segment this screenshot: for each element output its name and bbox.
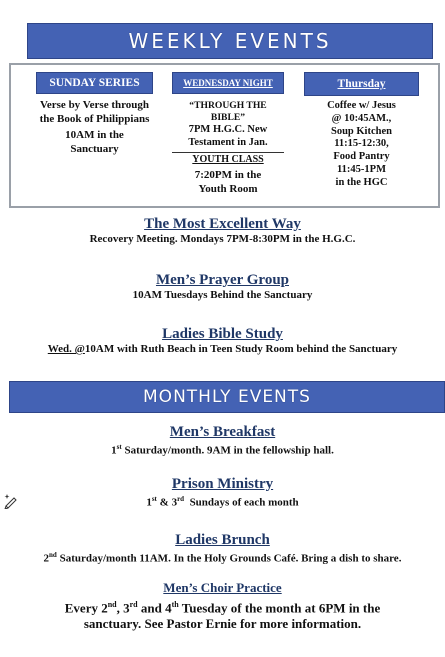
sunday-series-column (36, 72, 153, 156)
event-title: Men’s Choir Practice (163, 580, 282, 595)
event-description (0, 549, 445, 566)
event-title: Men’s Breakfast (169, 424, 276, 440)
ordinal-suffix: nd (107, 600, 117, 609)
event-ladies-brunch (0, 531, 445, 566)
monthly-events-banner: MONTHLY EVENTS (9, 381, 445, 413)
weekly-events-box (9, 63, 440, 208)
event-title: The Most Excellent Way (144, 216, 301, 232)
event-description-text: , 3 (116, 600, 130, 616)
ordinal-suffix: nd (49, 551, 57, 559)
ordinal-number: 1 (146, 496, 152, 509)
event-description-text: Tuesday of the month at 6PM in the sanctuary. See Pastor Ernie for more information. (83, 600, 381, 632)
event-description-text: Sundays of each month (184, 496, 299, 509)
event-ladies-bible-study (0, 325, 445, 356)
event-most-excellent-way (0, 215, 445, 246)
thursday-line: in the HGC (335, 176, 388, 188)
thursday-schedule (304, 100, 419, 190)
thursday-line: 11:15-12:30, (334, 138, 389, 150)
ordinal-suffix: th (171, 600, 179, 609)
sunday-series-header: SUNDAY SERIES (36, 72, 153, 94)
thursday-line: Coffee w/ Jesus (327, 100, 396, 111)
wednesday-night-column (172, 72, 284, 196)
youth-class-header: YOUTH CLASS (192, 154, 264, 165)
ordinal-suffix: rd (177, 495, 185, 503)
event-title: Ladies Brunch (175, 532, 270, 548)
event-title: Ladies Bible Study (162, 326, 283, 342)
event-description: 10AM Tuesdays Behind the Sanctuary (132, 289, 313, 301)
ordinal-number: 1 (111, 444, 117, 457)
ordinal-number: 2 (43, 552, 50, 565)
event-description (43, 597, 403, 632)
thursday-line: @ 10:45AM., (331, 112, 392, 124)
event-prison-ministry (0, 475, 445, 510)
event-mens-choir-practice (0, 580, 445, 632)
thursday-line: Soup Kitchen (331, 125, 392, 137)
thursday-line: 11:45-1PM (337, 163, 386, 175)
conjunction: & (156, 496, 172, 509)
ordinal-suffix: st (116, 443, 122, 451)
event-description-text: Every 2 (64, 600, 108, 616)
thursday-line: Food Pantry (333, 151, 390, 163)
wednesday-night-description: 7PM H.G.C. New Testament in Jan. (188, 124, 268, 148)
event-description-text: and 4 (137, 600, 172, 616)
event-mens-breakfast (0, 423, 445, 458)
event-description (0, 493, 445, 510)
event-title: Prison Ministry (171, 476, 274, 492)
event-mens-prayer-group (0, 271, 445, 302)
wednesday-night-title: “THROUGH THE BIBLE” (189, 100, 267, 123)
event-description-text: 10AM with Ruth Beach in Teen Study Room behind the Sanctuary (84, 343, 398, 355)
event-description (0, 441, 445, 458)
thursday-column (304, 72, 419, 190)
ordinal-suffix: rd (129, 600, 138, 609)
thursday-header: Thursday (304, 72, 419, 96)
youth-class-time: 7:20PM in the Youth Room (194, 169, 262, 195)
sunday-series-description: Verse by Verse through the Book of Philippians (39, 99, 150, 125)
wednesday-night-header: WEDNESDAY NIGHT (172, 72, 284, 94)
event-description-text: Saturday/month. 9AM in the fellowship hall. (121, 444, 334, 457)
sunday-series-time: 10AM in the Sanctuary (65, 129, 124, 155)
event-day-underlined: Wed. @ (47, 343, 85, 355)
weekly-events-banner: WEEKLY EVENTS (27, 23, 433, 59)
event-description (0, 343, 445, 356)
ordinal-number: 3 (171, 496, 178, 509)
event-description: Recovery Meeting. Mondays 7PM-8:30PM in the H.G.C. (89, 233, 356, 245)
event-title: Men’s Prayer Group (155, 272, 290, 288)
wednesday-divider (172, 152, 284, 153)
ordinal-suffix: st (151, 495, 157, 503)
event-description-text: Saturday/month 11AM. In the Holy Grounds Café. Bring a dish to share. (56, 552, 402, 565)
